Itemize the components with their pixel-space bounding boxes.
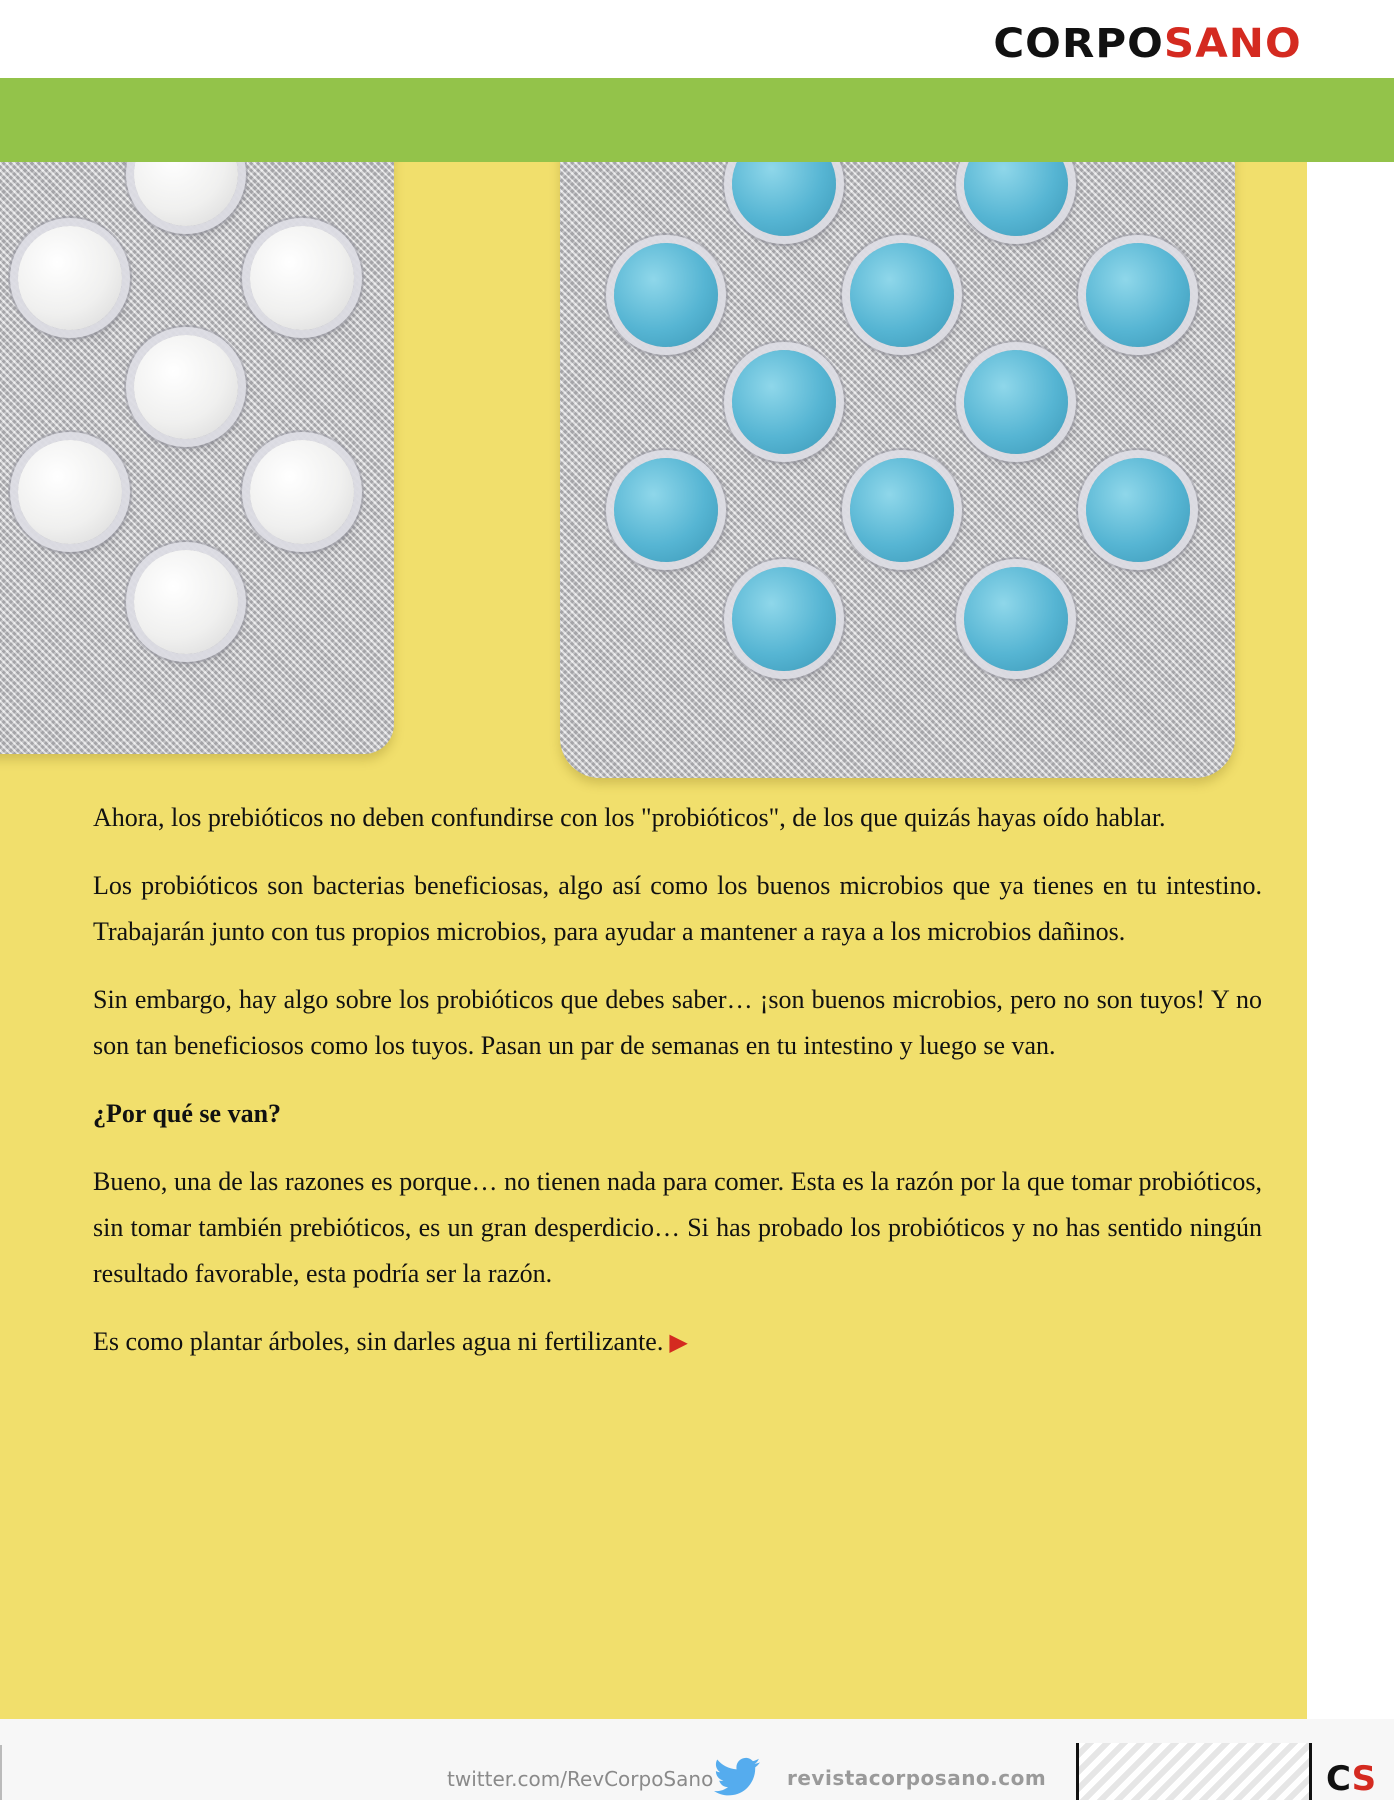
- blue-pill: [614, 243, 718, 347]
- end-marker-icon: ▶: [669, 1330, 688, 1356]
- blue-pill: [964, 350, 1068, 454]
- footer-stripe-block: [1076, 1743, 1312, 1800]
- blue-pill: [1086, 458, 1190, 562]
- header-band: [0, 78, 1394, 162]
- white-pill: [250, 440, 354, 544]
- white-pill: [134, 550, 238, 654]
- paragraph-last-text: Es como plantar árboles, sin darles agua ni fertilizante.: [93, 1327, 664, 1356]
- article-body: [93, 795, 1262, 1388]
- blue-pill: [850, 243, 954, 347]
- paragraph: Sin embargo, hay algo sobre los probióticos que debes saber… ¡son buenos microbios, pero no son tuyos! Y no son tan beneficiosos como los tuyos. Pasan un par de semanas en tu intestino y luego se van.: [93, 985, 1262, 1060]
- website-link[interactable]: revistacorposano.com: [787, 1766, 1047, 1790]
- subheading: ¿Por qué se van?: [93, 1099, 282, 1128]
- blue-pill: [964, 567, 1068, 671]
- badge-c: C: [1326, 1759, 1352, 1799]
- paragraph: Ahora, los prebióticos no deben confundirse con los "probióticos", de los que quizás hayas oído hablar.: [93, 803, 1166, 832]
- white-pill: [134, 335, 238, 439]
- badge-s: S: [1351, 1759, 1377, 1799]
- footer: [0, 1719, 1394, 1800]
- blue-pill: [850, 458, 954, 562]
- logo-corpo: CORPO: [993, 21, 1165, 67]
- twitter-link[interactable]: twitter.com/RevCorpoSano: [447, 1767, 714, 1791]
- paragraph: Bueno, una de las razones es porque… no tienen nada para comer. Esta es la razón por la que tomar probióticos, sin tomar también prebióticos, es un gran desperdicio… Si has probado los probióticos y no has sentido ningún resultado favorable, esta podría ser la razón.: [93, 1167, 1262, 1288]
- logo-sano: SANO: [1164, 21, 1302, 67]
- cs-badge: [1326, 1761, 1376, 1797]
- white-pill: [250, 226, 354, 330]
- white-pill: [18, 440, 122, 544]
- paragraph-last: [93, 1319, 1262, 1366]
- corposano-logo: [994, 22, 1302, 66]
- white-pill: [18, 226, 122, 330]
- blue-pill: [614, 458, 718, 562]
- footer-divider: [0, 1745, 2, 1800]
- blue-pill: [732, 567, 836, 671]
- twitter-bird-icon[interactable]: [714, 1757, 760, 1797]
- blue-pill: [732, 350, 836, 454]
- paragraph: Los probióticos son bacterias beneficiosas, algo así como los buenos microbios que ya tienes en tu intestino. Trabajarán junto con tus propios microbios, para ayudar a mantener a raya a los microbios dañinos.: [93, 871, 1262, 946]
- blue-pill: [1086, 243, 1190, 347]
